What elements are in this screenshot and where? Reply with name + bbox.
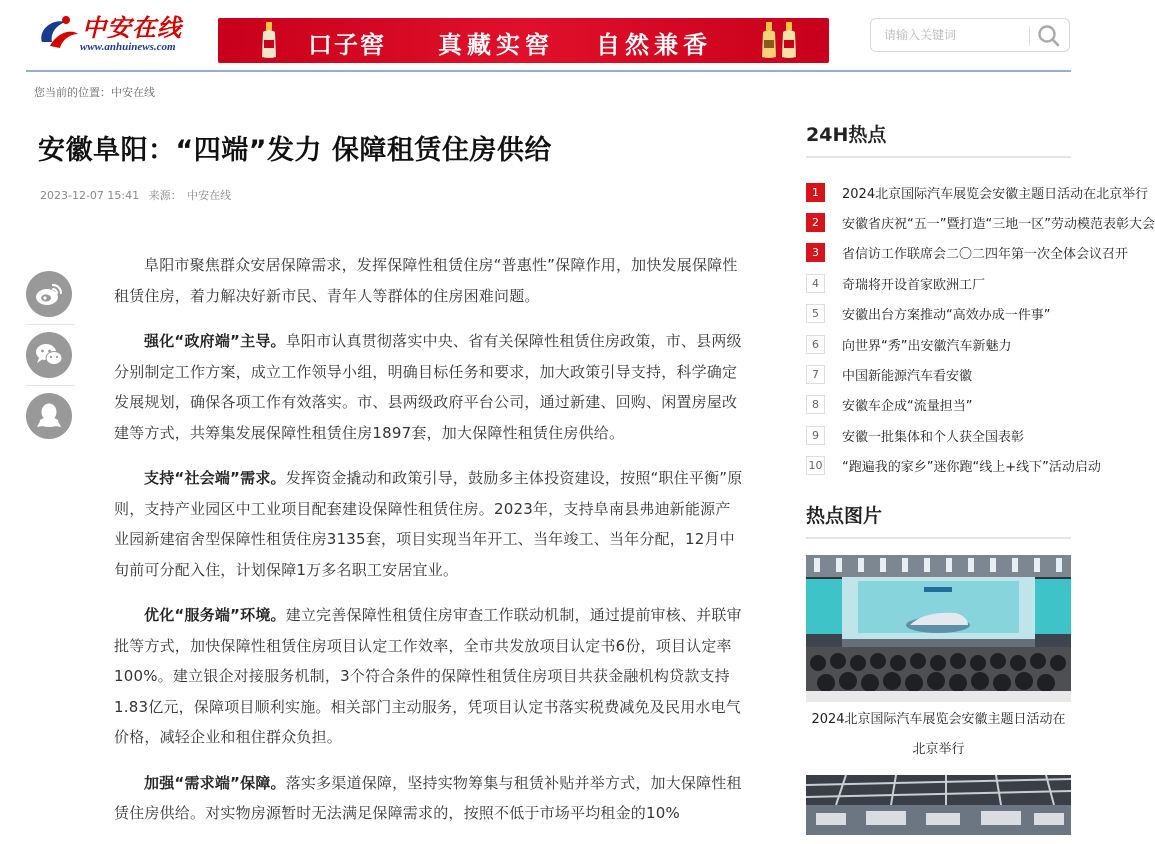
paragraph-lead: 强化“政府端”主导。 xyxy=(144,332,286,350)
logo-text: 中安在线 xyxy=(82,13,182,42)
rank-badge: 5 xyxy=(806,304,825,323)
hot-photo[interactable] xyxy=(806,775,1071,835)
auto-show-photo xyxy=(806,555,1071,702)
breadcrumb xyxy=(34,84,155,100)
weibo-share-button[interactable] xyxy=(26,271,72,317)
hot-photo-caption[interactable]: 2024北京国际汽车展览会安徽主题日活动在北京举行 xyxy=(811,711,1066,757)
rank-badge: 3 xyxy=(806,243,825,262)
article-paragraph: 支持“社会端”需求。发挥资金撬动和政策引导，鼓励多主体投资建设，按照“职住平衡”原则，支持产业园区中工业项目配套建设保障性租赁住房。2023年，支持阜南县弗迪新能源产业园新建宿舍型保障性租赁住房3135套，项目实现当年开工、当年竣工、当年分配，12月中旬前可分配入住，计划保障1万多名职工安居宜业。 xyxy=(114,469,743,579)
liquor-bottle-icon xyxy=(258,22,280,59)
hot-news-item[interactable] xyxy=(806,329,1071,359)
article-paragraph: 阜阳市聚焦群众安居保障需求，发挥保障性租赁住房“普惠性”保障作用，加快发展保障性租赁住房，着力解决好新市民、青年人等群体的住房困难问题。 xyxy=(114,256,738,305)
search-box xyxy=(870,18,1070,52)
hot-news-item[interactable] xyxy=(806,451,1101,481)
header-divider xyxy=(26,70,1071,72)
rank-badge: 10 xyxy=(806,456,825,475)
logo-url: www.anhuinews.com xyxy=(80,41,176,53)
hot-news-list xyxy=(806,177,1155,481)
hot-photo[interactable] xyxy=(806,555,1071,702)
wechat-icon xyxy=(34,342,64,368)
qq-share-button[interactable] xyxy=(26,393,72,439)
rank-badge: 9 xyxy=(806,426,825,445)
article-source: 中安在线 xyxy=(187,189,232,202)
sidebar xyxy=(806,120,1155,835)
site-logo[interactable] xyxy=(36,8,196,58)
search-input[interactable] xyxy=(872,20,1028,50)
article-paragraph: 强化“政府端”主导。阜阳市认真贯彻落实中央、省有关保障性租赁住房政策，市、县两级分别制定工作方案，成立工作领导小组，明确目标任务和要求，加大政策引导支持，科学确定发展规划，确保各项工作有效落实。市、县两级政府平台公司，通过新建、回购、闲置房屋改建等方式，共筹集发展保障性租赁住房1897套，加大保障性租赁住房供给。 xyxy=(114,332,742,442)
rank-badge: 4 xyxy=(806,274,825,293)
paragraph-lead: 优化“服务端”环境。 xyxy=(144,606,286,624)
hot-news-item[interactable] xyxy=(806,238,1129,268)
hot-news-title[interactable]: 向世界“秀”出安徽汽车新魅力 xyxy=(842,338,1012,354)
rank-badge: 6 xyxy=(806,335,825,354)
hot-news-item[interactable] xyxy=(806,177,1149,207)
article-body xyxy=(114,250,744,844)
search-divider xyxy=(1029,26,1030,46)
weibo-icon xyxy=(34,281,64,307)
qq-penguin-icon xyxy=(36,402,62,430)
paragraph-lead: 加强“需求端”保障。 xyxy=(144,773,286,792)
hot-news-item[interactable] xyxy=(806,359,1071,389)
liquor-bottle-icon xyxy=(758,22,780,59)
hot-news-title[interactable]: 安徽一批集体和个人获全国表彰 xyxy=(842,429,1025,445)
rank-badge: 1 xyxy=(806,183,825,202)
exhibition-hall-photo xyxy=(806,775,1071,835)
article-title: 安徽阜阳：“四端”发力 保障租赁住房供给 xyxy=(38,135,552,166)
hot-news-item[interactable] xyxy=(806,420,1071,450)
liquor-bottle-icon xyxy=(778,22,800,59)
search-icon[interactable] xyxy=(1036,23,1062,49)
banner-slogan-2: 自然兼香 xyxy=(596,30,712,59)
share-bar xyxy=(26,271,74,439)
heading-divider xyxy=(806,156,1071,158)
paragraph-lead: 支持“社会端”需求。 xyxy=(144,469,286,487)
hot-news-item[interactable] xyxy=(806,299,1071,329)
rank-badge: 2 xyxy=(806,213,825,232)
banner-brand: 口子窖 xyxy=(308,30,386,59)
hot-news-title[interactable]: 奇瑞将开设首家欧洲工厂 xyxy=(842,277,986,293)
rank-badge: 7 xyxy=(806,365,825,384)
banner-slogan-1: 真藏实窖 xyxy=(438,30,554,59)
hot-news-title[interactable]: “跑遍我的家乡”迷你跑“线上+线下”活动启动 xyxy=(842,460,1101,476)
share-divider xyxy=(26,324,74,325)
hot-news-title[interactable]: 安徽省庆祝“五一”暨打造“三地一区”劳动模范表彰大会 xyxy=(842,217,1155,233)
hot-news-item[interactable] xyxy=(806,207,1155,237)
hot-news-title[interactable]: 中国新能源汽车看安徽 xyxy=(842,369,973,385)
article-paragraph: 优化“服务端”环境。建立完善保障性租赁住房审查工作联动机制，通过提前审核、并联审批等方式，加快保障性租赁住房项目认定工作效率，全市共发放项目认定书6份，项目认定率100%。建立银企对接服务机制，3个符合条件的保障性租赁住房项目共获金融机构贷款支持1.83亿元，保障项目顺利实施。相关部门主动服务，凭项目认定书落实税费减免及民用水电气价格，减轻企业和租住群众负担。 xyxy=(114,606,742,746)
ad-banner[interactable] xyxy=(218,18,829,63)
hot-news-title[interactable]: 安徽出台方案推动“高效办成一件事” xyxy=(842,308,1051,324)
breadcrumb-prefix: 您当前的位置： xyxy=(34,86,111,99)
article-meta xyxy=(40,187,237,203)
site-header xyxy=(0,0,1080,72)
hot-news-title[interactable]: 2024北京国际汽车展览会安徽主题日活动在北京举行 xyxy=(842,186,1149,202)
hot-news-heading: 24H热点 xyxy=(806,124,887,146)
hot-news-item[interactable] xyxy=(806,390,1071,420)
rank-badge: 8 xyxy=(806,395,825,414)
article-source-label: 来源： xyxy=(148,189,182,202)
wechat-share-button[interactable] xyxy=(26,332,72,378)
article-datetime: 2023-12-07 15:41 xyxy=(40,189,140,202)
logo-emblem-icon xyxy=(36,12,80,52)
hot-news-title[interactable]: 省信访工作联席会二〇二四年第一次全体会议召开 xyxy=(842,247,1129,263)
article-paragraph: 加强“需求端”保障。落实多渠道保障，坚持实物筹集与租赁补贴并举方式，加大保障性租赁住房供给。对实物房源暂时无法满足保障需求的，按照不低于市场平均租金的10% xyxy=(114,773,742,822)
share-divider xyxy=(26,385,74,386)
hot-news-item[interactable] xyxy=(806,268,1071,298)
breadcrumb-link-home[interactable]: 中安在线 xyxy=(111,86,155,99)
hot-news-title[interactable]: 安徽车企成“流量担当” xyxy=(842,399,973,415)
hot-photos-heading: 热点图片 xyxy=(806,504,883,527)
heading-divider xyxy=(806,537,1071,539)
